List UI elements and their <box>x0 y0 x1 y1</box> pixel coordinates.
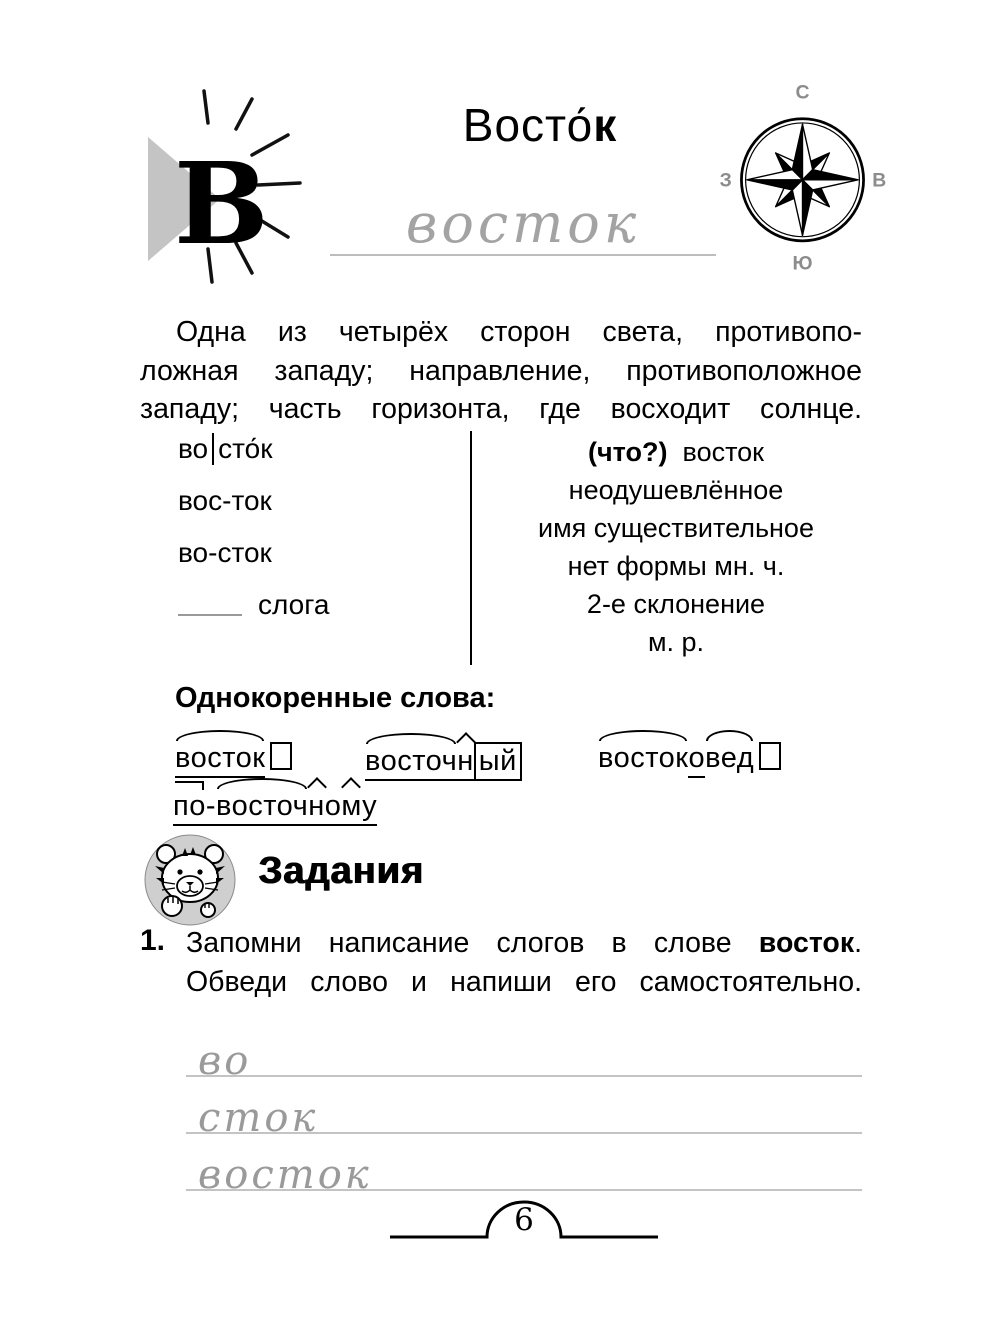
definition-text <box>140 313 862 429</box>
handwriting-word: сток <box>198 1095 319 1141</box>
handwriting-word: восток <box>198 1152 372 1198</box>
task-text <box>186 924 862 1002</box>
syllable-row: вос-ток <box>178 485 272 516</box>
page-title <box>420 98 660 152</box>
compass-west-label: З <box>719 169 732 192</box>
grammar-question: (что?) <box>588 437 668 467</box>
tasks-heading: Задания <box>258 850 424 892</box>
cognates-words <box>140 742 860 852</box>
page-number-tab <box>388 1190 660 1240</box>
cognate-word: востоковед <box>598 742 781 778</box>
writing-line <box>186 1134 862 1198</box>
grammar-line: нет формы мн. ч. <box>567 551 785 581</box>
cognates-heading: Однокоренные слова: <box>175 682 496 714</box>
title-regular: Восто́ <box>462 99 594 151</box>
syllable-row <box>178 588 458 640</box>
syllable-divider-bar <box>212 433 214 465</box>
grammar-line <box>492 433 860 471</box>
syllable-row <box>178 432 458 484</box>
definition-line: ложная западу; направление, противоположное <box>140 354 862 387</box>
handwriting-sample: восток <box>405 192 641 255</box>
title-bold-letter: к <box>593 99 618 151</box>
grammar-line: неодушевлённое <box>568 475 784 505</box>
grammar-line: 2-е склонение <box>586 589 766 619</box>
handwriting-sample-line <box>330 178 716 256</box>
writing-practice-area <box>186 1020 862 1198</box>
spotlight-letter-block <box>140 85 330 290</box>
syllable-blank-label: слога <box>258 589 330 620</box>
task-text-line <box>186 924 862 963</box>
compass-south-label: Ю <box>792 252 813 275</box>
letter-b: В <box>174 139 269 270</box>
handwriting-word: во <box>198 1038 252 1084</box>
syllable-part: сто́к <box>218 433 273 464</box>
definition-line: Одна из четырёх сторон света, противопо- <box>176 316 862 348</box>
task-keyword: восток <box>758 927 855 959</box>
task-number: 1. <box>140 924 166 957</box>
cognate-word: по-восточному <box>173 790 377 826</box>
tiger-mascot-icon <box>142 832 238 928</box>
column-divider <box>470 431 472 665</box>
definition-line: западу; часть горизонта, где восходит солнце. <box>140 393 862 425</box>
task-text-after: . <box>854 927 863 959</box>
cognate-word: восток <box>175 742 292 778</box>
writing-line <box>186 1077 862 1141</box>
compass-north-label: С <box>795 81 810 104</box>
fill-in-blank <box>178 592 242 616</box>
writing-line <box>186 1020 862 1084</box>
cognate-word: восточн ый <box>365 742 522 781</box>
syllable-row: во-сток <box>178 537 272 568</box>
syllable-analysis <box>178 432 458 640</box>
task-text-line: Обведи слово и напиши его самостоятельно. <box>186 966 862 998</box>
compass-rose-icon <box>710 78 895 277</box>
grammar-line: имя существительное <box>538 513 814 543</box>
task-text-before: Запомни написание слогов в слове <box>186 927 732 959</box>
grammar-info <box>492 433 860 661</box>
grammar-answer: восток <box>682 437 764 467</box>
page-number: 6 <box>514 1202 534 1238</box>
compass-east-label: В <box>872 169 887 192</box>
grammar-line: м. р. <box>647 627 705 657</box>
syllable-part: во <box>178 433 209 464</box>
